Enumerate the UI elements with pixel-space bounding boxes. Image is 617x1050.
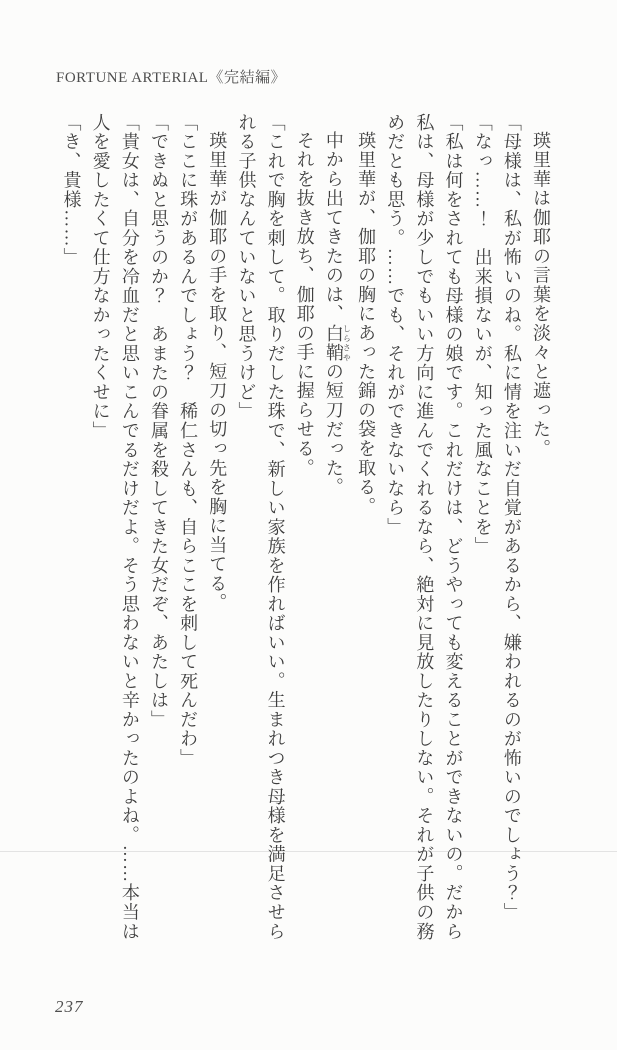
paragraph: 「私は何をされても母様の娘です。これだけは、どうやっても変えることができないの。だから私は、母様が少しでもいい方向に進んでくれるなら、絶対に見放したりしない。それが子供の務めだとも思う。……でも、それができないなら」	[385, 113, 464, 942]
paragraph: 「ここに珠があるんでしょう？ 稀仁さんも、自らここを刺して死んだわ」	[178, 113, 199, 768]
text-block	[56, 113, 555, 945]
paragraph: 「できぬと思うのか？ あまたの眷属を殺してきた女だぞ、あたしは」	[148, 113, 169, 730]
paragraph: 「これで胸を刺して。取りだした珠で、新しい家族を作ればいい。生まれつき母様を満足させられる子供なんていないと思うけど」	[236, 113, 286, 942]
paragraph: 瑛里華は伽耶の言葉を淡々と遮った。	[531, 131, 551, 459]
paragraph: 「き、貴様……」	[61, 113, 82, 268]
paragraph: それを抜き放ち、伽耶の手に握らせる。	[294, 131, 315, 478]
scan-artifact-line	[0, 851, 617, 852]
paragraph: 「なっ……！ 出来損ないが、知った風なことを」	[472, 113, 493, 556]
running-header: FORTUNE ARTERIAL《完結編》	[56, 70, 286, 86]
furigana-ruby: 白鞘しらさや	[323, 323, 352, 363]
paragraph: 「貴女は、自分を冷血だと思いこんでるだけだよ。そう思わないと辛かったのよね。……本当は人を愛したくて仕方なかったくせに」	[90, 113, 140, 942]
paragraph: 中から出てきたのは、白鞘しらさやの短刀だった。	[323, 131, 352, 497]
page-number: 237	[55, 997, 84, 1016]
paragraph: 瑛里華が伽耶の手を取り、短刀の切っ先を胸に当てる。	[207, 131, 228, 613]
paragraph: 「母様は、私が怖いのね。私に情を注いだ自覚があるから、嫌われるのが怖いのでしょう？」	[501, 113, 522, 922]
paragraph: 瑛里華が、伽耶の胸にあった錦の袋を取る。	[356, 131, 377, 517]
